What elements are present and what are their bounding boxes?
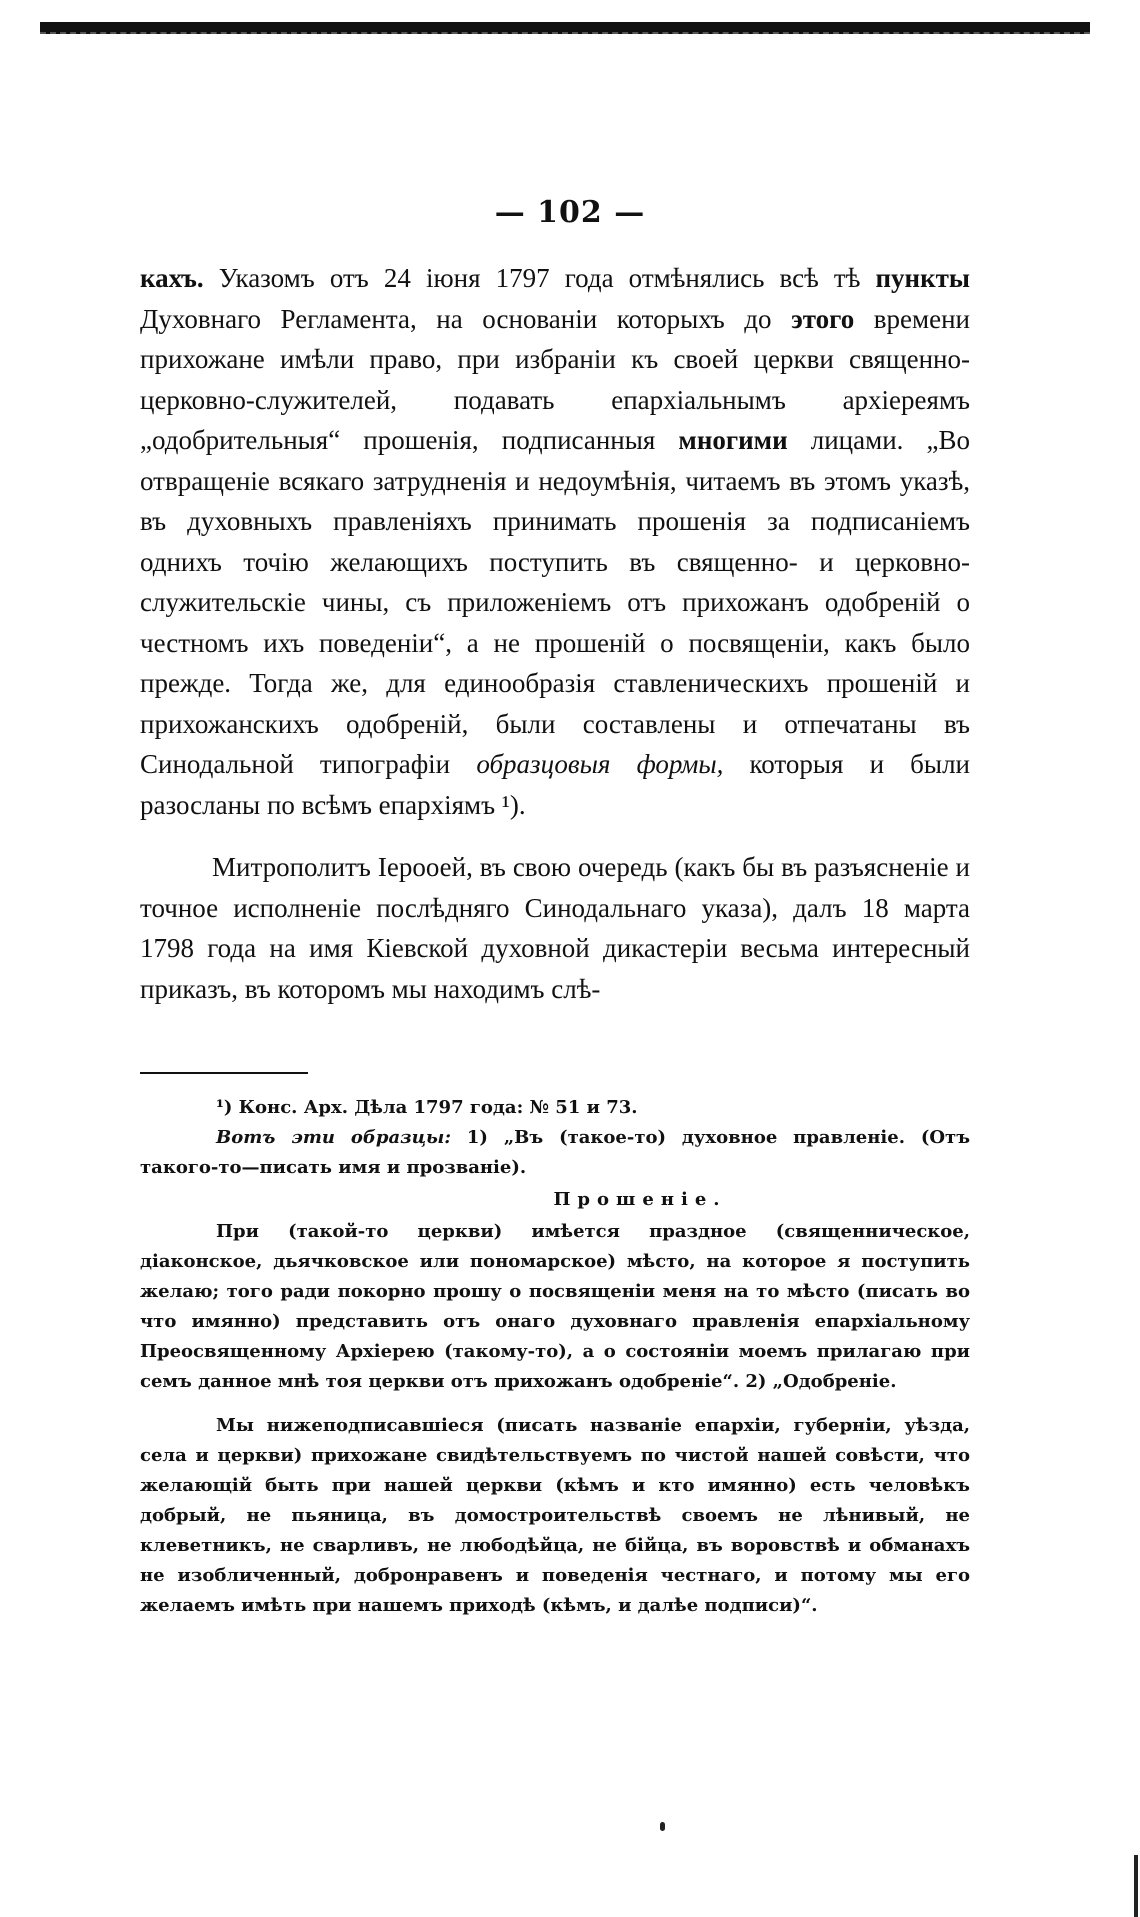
footnote-divider [140, 1072, 308, 1074]
footnotes [140, 1093, 970, 1621]
edge-mark [1134, 1855, 1138, 1917]
petition-title: Прошеніе. [553, 1189, 727, 1210]
page-number: — 102 — [494, 195, 646, 230]
paragraph-2: Митрополитъ Іерооей, въ свою очередь (какъ бы въ разъясненіе и точное исполненіе послѣдняго Синодальнаго указа), далъ 18 марта 1798 года на имя Кіевской духовной дикастеріи весьма интересный приказъ, въ которомъ мы находимъ слѣ- [140, 852, 970, 1004]
print-speck [660, 1822, 665, 1831]
approval-text: Мы нижеподписавшіеся (писать названіе епархіи, губерніи, уѣзда, села и церкви) прихожане свидѣтельствуемъ по чистой нашей совѣсти, что желающій быть при нашей церкви (кѣмъ и кто имянно) есть человѣкъ добрый, не пьяница, въ домостроительствѣ своемъ не лѣнивый, не клеветникъ, не сварливъ, не любодѣйца, не бійца, въ воровствѣ и обманахъ не изобличенный, добронравенъ и поведенія честнаго, и потому мы его желаемъ имѣть при нашемъ приходѣ (кѣмъ, и далѣе подписи)“. [140, 1415, 970, 1616]
footnote-templates: Вотъ эти образцы: 1) „Въ (такое-то) духовное правленіе. (Отъ такого-то—писать имя и прозваніе). [140, 1127, 970, 1178]
footnote-1: ¹) Конс. Арх. Дѣла 1797 года: № 51 и 73. [216, 1097, 638, 1118]
main-text [140, 258, 970, 1009]
petition-text: При (такой-то церкви) имѣется праздное (священническое, діаконское, дьячковское или пономарское) мѣсто, на которое я поступить желаю; того ради покорно прошу о посвященіи меня на то мѣсто (писать во что имянно) представить отъ онаго духовнаго правленія епархіальному Преосвященному Архіерею (такому-то), а о состояніи моемъ прилагаю при семъ данное мнѣ тоя церкви отъ прихожанъ одобреніе“. 2) „Одобреніе. [140, 1221, 970, 1392]
top-border-rule [40, 22, 1090, 34]
paragraph-1: кахъ. Указомъ отъ 24 іюня 1797 года отмѣнялись всѣ тѣ пункты Духовнаго Регламента, на основаніи которыхъ до этого времени прихожане имѣли право, при избраніи къ своей церкви священно-церковно-служителей, подавать епархіальнымъ архіереямъ „одобрительныя“ прошенія, подписанныя многими лицами. „Во отвращеніе всякаго затрудненія и недоумѣнія, читаемъ въ этомъ указѣ, въ духовныхъ правленіяхъ принимать прошенія за подписаніемъ однихъ точію желающихъ поступить въ священно- и церковно-служительскіе чины, съ приложеніемъ отъ прихожанъ одобреній о честномъ ихъ поведеніи“, а не прошеній о посвященіи, какъ было прежде. Тогда же, для единообразія ставленическихъ прошеній и прихожанскихъ одобреній, были составлены и отпечатаны въ Синодальной типографіи образцовыя формы, которыя и были разосланы по всѣмъ епархіямъ ¹). [140, 263, 971, 820]
